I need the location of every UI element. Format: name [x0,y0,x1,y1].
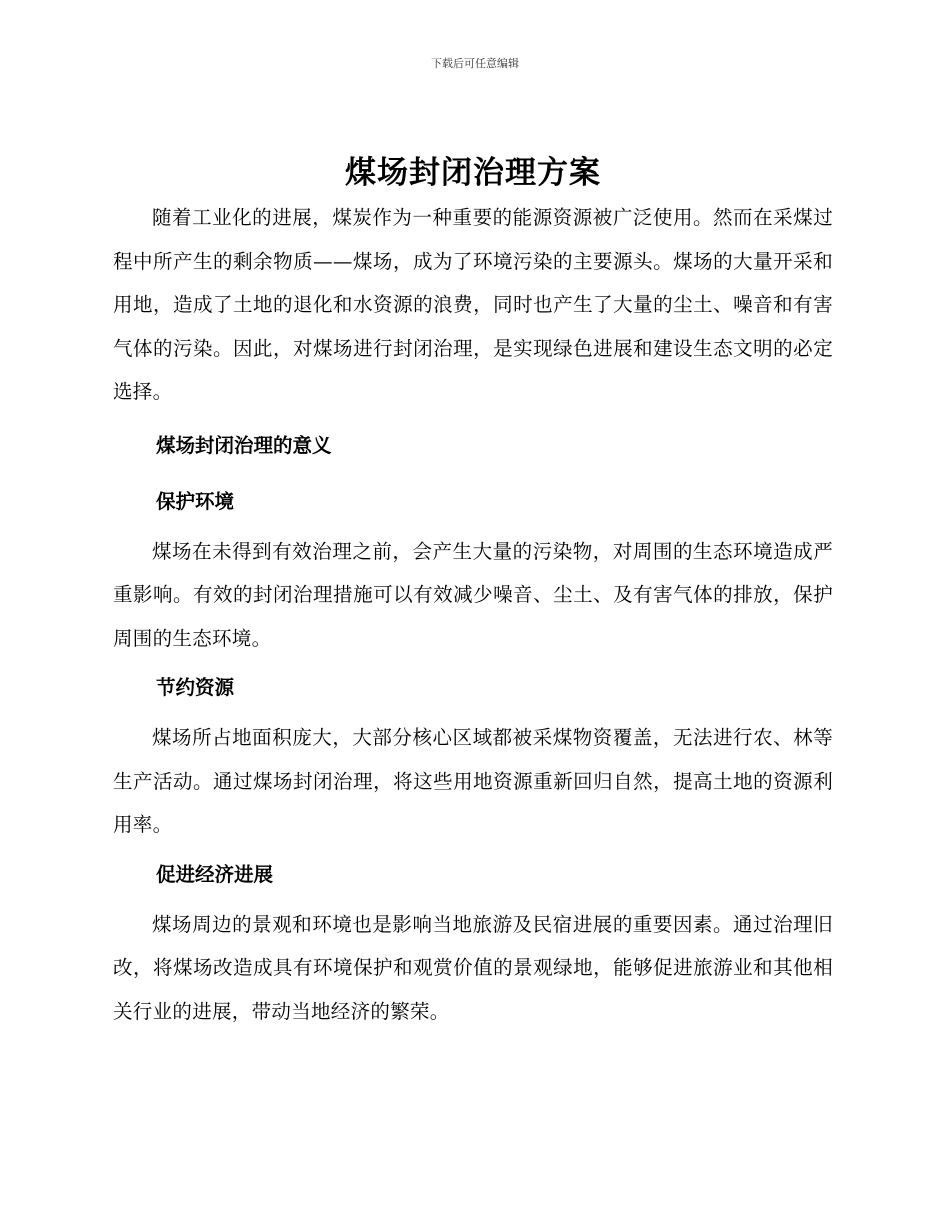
subheading-promote-economy: 促进经济进展 [156,862,274,886]
document-title: 煤场封闭治理方案 [345,155,601,191]
document-body [113,150,833,1033]
subheading-save-resources: 节约资源 [156,676,235,699]
intro-paragraph: 随着工业化的进展，煤炭作为一种重要的能源资源被广泛使用。然而在采煤过程中所产生的剩余物质——煤场，成为了环境污染的主要源头。煤场的大量开采和用地，造成了土地的退化和水资源的浪费，同时也产生了大量的尘土、噪音和有害气体的污染。因此，对煤场进行封闭治理，是实现绿色进展和建设生态文明的必定选择。 [113,206,833,403]
section-heading-significance: 煤场封闭治理的意义 [156,433,332,457]
page-header: 下载后可任意编辑 [431,57,519,70]
paragraph-promote-economy: 煤场周边的景观和环境也是影响当地旅游及民宿进展的重要因素。通过治理旧改，将煤场改造成具有环境保护和观赏价值的景观绿地，能够促进旅游业和其他相关行业的进展，带动当地经济的繁荣。 [113,912,833,1023]
paragraph-protect-environment: 煤场在未得到有效治理之前，会产生大量的污染物，对周围的生态环境造成严重影响。有效的封闭治理措施可以有效减少噪音、尘土、及有害气体的排放，保护周围的生态环境。 [113,539,833,650]
paragraph-save-resources: 煤场所占地面积庞大，大部分核心区域都被采煤物资覆盖，无法进行农、林等生产活动。通过煤场封闭治理，将这些用地资源重新回归自然，提高土地的资源利用率。 [113,726,833,836]
subheading-protect-environment: 保护环境 [156,489,235,513]
